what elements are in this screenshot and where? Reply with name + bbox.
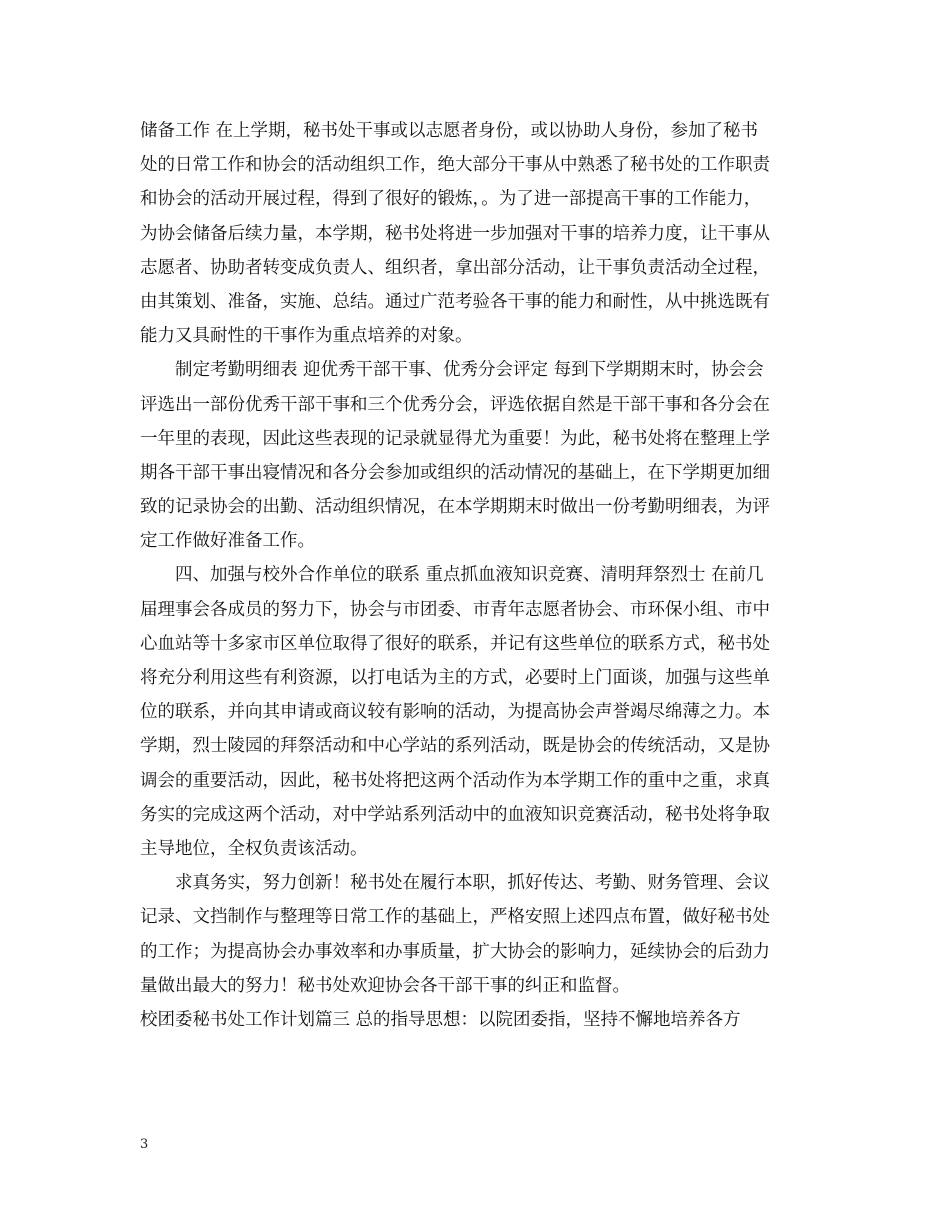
text-line: 由其策划、准备，实施、总结。通过广范考验各干事的能力和耐性，从中挑选既有 <box>140 291 770 312</box>
text-line: 位的联系，并向其申请或商议较有影响的活动，为提高协会声誉竭尽绵薄之力。本 <box>140 702 770 723</box>
text-line: 四、加强与校外合作单位的联系 重点抓血液知识竞赛、清明拜祭烈士 在前几 <box>175 565 764 586</box>
text-line: 量做出最大的努力！秘书处欢迎协会各干部干事的纠正和监督。 <box>140 975 630 996</box>
text-line: 届理事会各成员的努力下，协会与市团委、市青年志愿者协会、市环保小组、市中 <box>140 599 770 620</box>
text-line: 志愿者、协助者转变成负责人、组织者，拿出部分活动，让干事负责活动全过程， <box>140 257 770 278</box>
text-line: 主导地位，全权负责该活动。 <box>140 838 368 859</box>
page-number: 3 <box>140 1137 149 1152</box>
text-line: 制定考勤明细表 迎优秀干部干事、优秀分会评定 每到下学期期末时，协会会 <box>175 360 764 381</box>
text-line: 致的记录协会的出勤、活动组织情况，在本学期期末时做出一份考勤明细表，为评 <box>140 497 770 518</box>
text-line: 求真务实，努力创新！秘书处在履行本职，抓好传达、考勤、财务管理、会议 <box>175 873 770 894</box>
text-line: 调会的重要活动，因此，秘书处将把这两个活动作为本学期工作的重中之重，求真 <box>140 770 770 791</box>
text-line: 评选出一部份优秀干部干事和三个优秀分会，评选依据自然是干部干事和各分会在 <box>140 394 770 415</box>
body-text <box>140 114 812 1037</box>
text-line: 处的日常工作和协会的活动组织工作，绝大部分干事从中熟悉了秘书处的工作职责 <box>140 155 770 176</box>
text-line: 校团委秘书处工作计划篇三 总的指导思想：以院团委指，坚持不懈地培养各方 <box>140 1009 741 1030</box>
text-line: 一年里的表现，因此这些表现的记录就显得尤为重要！为此，秘书处将在整理上学 <box>140 428 770 449</box>
text-line: 为协会储备后续力量，本学期，秘书处将进一步加强对干事的培养力度，让干事从 <box>140 223 770 244</box>
text-line: 期各干部干事出寝情况和各分会参加或组织的活动情况的基础上，在下学期更加细 <box>140 462 770 483</box>
text-line: 记录、文挡制作与整理等日常工作的基础上，严格安照上述四点布置，做好秘书处 <box>140 907 770 928</box>
text-line: 定工作做好准备工作。 <box>140 531 315 552</box>
text-line: 和协会的活动开展过程，得到了很好的锻炼，。为了进一部提高干事的工作能力， <box>140 189 762 210</box>
text-line: 能力又具耐性的干事作为重点培养的对象。 <box>140 326 473 347</box>
text-line: 心血站等十多家市区单位取得了很好的联系，并记有这些单位的联系方式，秘书处 <box>140 633 770 654</box>
text-line: 将充分利用这些有利资源，以打电话为主的方式，必要时上门面谈，加强与这些单 <box>140 668 770 688</box>
text-line: 储备工作 在上学期，秘书处干事或以志愿者身份，或以协助人身份，参加了秘书 <box>140 121 759 141</box>
text-line: 务实的完成这两个活动，对中学站系列活动中的血液知识竞赛活动，秘书处将争取 <box>140 804 770 825</box>
text-line: 学期，烈士陵园的拜祭活动和中心学站的系列活动，既是协会的传统活动，又是协 <box>140 736 770 757</box>
text-line: 的工作；为提高协会办事效率和办事质量，扩大协会的影响力，延续协会的后劲力 <box>140 941 770 962</box>
